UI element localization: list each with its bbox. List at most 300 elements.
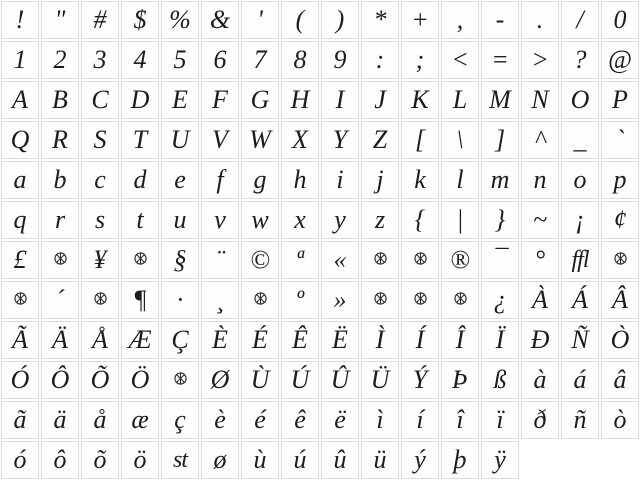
glyph-cell[interactable] [601,41,639,79]
glyph-char: F [212,85,228,114]
glyph-char: R [52,125,68,154]
glyph-cell[interactable] [81,121,119,159]
glyph-cell[interactable] [201,361,239,399]
glyph-cell[interactable] [601,1,639,39]
glyph-cell[interactable] [521,121,559,159]
glyph-char: Ö [130,365,150,394]
glyph-char: X [292,125,308,154]
glyph-cell[interactable] [521,361,559,399]
glyph-cell[interactable] [281,161,319,199]
glyph-cell[interactable] [401,401,439,439]
glyph-cell[interactable] [41,161,79,199]
glyph-char: @ [608,45,632,74]
glyph-cell[interactable] [1,241,39,279]
glyph-cell[interactable] [321,321,359,359]
glyph-cell[interactable] [241,161,279,199]
glyph-cell[interactable] [401,441,439,479]
glyph-cell[interactable] [281,281,319,319]
glyph-cell[interactable] [201,401,239,439]
glyph-char: I [335,85,345,114]
glyph-cell[interactable] [601,321,639,359]
glyph-char: æ [131,405,149,434]
glyph-cell[interactable] [161,1,199,39]
glyph-cell[interactable] [201,241,239,279]
glyph-cell[interactable] [281,1,319,39]
glyph-cell[interactable] [121,441,159,479]
glyph-cell[interactable] [441,121,479,159]
glyph-cell[interactable] [521,1,559,39]
glyph-cell[interactable] [121,361,159,399]
glyph-cell[interactable] [481,161,519,199]
glyph-cell[interactable] [561,41,599,79]
glyph-cell[interactable] [81,441,119,479]
glyph-cell[interactable] [81,161,119,199]
glyph-char: a [13,165,27,194]
glyph-cell[interactable] [521,241,559,279]
glyph-cell[interactable] [281,361,319,399]
glyph-char: ¯ [493,245,507,274]
glyph-char: . [536,5,544,34]
glyph-cell[interactable] [121,41,159,79]
glyph-char: é [254,405,266,434]
glyph-cell[interactable] [201,321,239,359]
glyph-char: Í [415,325,425,354]
glyph-char: è [214,405,226,434]
glyph-cell[interactable] [561,321,599,359]
glyph-cell[interactable] [601,281,639,319]
glyph-cell[interactable] [481,321,519,359]
glyph-cell[interactable] [361,361,399,399]
glyph-cell[interactable] [481,241,519,279]
glyph-cell[interactable] [81,361,119,399]
glyph-char: å [93,405,107,434]
glyph-char: 5 [173,45,187,74]
glyph-cell[interactable] [41,361,79,399]
glyph-cell[interactable] [321,1,359,39]
glyph-char: Î [455,325,465,354]
glyph-cell[interactable] [521,41,559,79]
glyph-char: Ú [290,365,310,394]
glyph-cell[interactable] [161,121,199,159]
glyph-char: Õ [90,365,110,394]
glyph-char: à [533,365,547,394]
glyph-cell[interactable] [401,201,439,239]
glyph-cell[interactable] [121,1,159,39]
glyph-cell[interactable] [521,281,559,319]
glyph-char: ó [13,445,27,474]
glyph-cell[interactable] [441,241,479,279]
glyph-cell[interactable] [441,361,479,399]
glyph-char: o [573,165,587,194]
glyph-cell[interactable] [601,361,639,399]
glyph-cell[interactable] [1,161,39,199]
glyph-cell[interactable] [441,281,479,319]
glyph-cell[interactable] [41,201,79,239]
notdef-glyph-icon [614,252,627,265]
glyph-cell[interactable] [321,241,359,279]
glyph-cell[interactable] [481,361,519,399]
glyph-cell[interactable] [41,441,79,479]
glyph-cell[interactable] [321,441,359,479]
glyph-char: s [94,205,106,234]
glyph-char: á [573,365,587,394]
glyph-char: z [374,205,386,234]
glyph-cell[interactable] [321,41,359,79]
glyph-cell[interactable] [1,1,39,39]
glyph-cell[interactable] [1,41,39,79]
glyph-char: 8 [293,45,307,74]
glyph-cell[interactable] [561,401,599,439]
glyph-cell[interactable] [81,241,119,279]
glyph-cell[interactable] [81,41,119,79]
notdef-glyph-icon [374,292,387,305]
glyph-char: ª [296,245,304,274]
notdef-glyph-icon [414,292,427,305]
glyph-cell[interactable] [361,201,399,239]
glyph-cell[interactable] [401,361,439,399]
notdef-glyph-icon [374,252,387,265]
glyph-cell[interactable] [241,201,279,239]
glyph-char: Ê [292,325,308,354]
glyph-cell[interactable] [321,161,359,199]
glyph-cell[interactable] [1,201,39,239]
glyph-char: Á [572,285,588,314]
glyph-cell[interactable] [1,121,39,159]
glyph-cell[interactable] [401,121,439,159]
glyph-cell[interactable] [401,161,439,199]
glyph-cell[interactable] [441,161,479,199]
glyph-cell[interactable] [521,201,559,239]
glyph-cell[interactable] [401,241,439,279]
glyph-cell[interactable] [321,81,359,119]
glyph-char: ð [533,405,547,434]
glyph-cell[interactable] [161,81,199,119]
notdef-glyph-icon [174,372,187,385]
glyph-cell[interactable] [281,81,319,119]
glyph-char: ´ [55,285,65,314]
glyph-char: Â [612,285,628,314]
glyph-cell[interactable] [201,281,239,319]
glyph-char: ë [334,405,346,434]
glyph-cell[interactable] [121,321,159,359]
glyph-cell[interactable] [401,281,439,319]
glyph-cell[interactable] [401,1,439,39]
glyph-cell[interactable] [361,161,399,199]
glyph-char: t [136,205,144,234]
glyph-cell[interactable] [401,321,439,359]
glyph-cell[interactable] [561,361,599,399]
glyph-cell[interactable] [601,121,639,159]
glyph-cell[interactable] [361,321,399,359]
glyph-char: ê [294,405,306,434]
glyph-cell[interactable] [1,281,39,319]
glyph-cell[interactable] [161,241,199,279]
glyph-char: q [13,205,27,234]
glyph-cell[interactable] [441,1,479,39]
glyph-cell[interactable] [241,1,279,39]
glyph-cell[interactable] [361,441,399,479]
glyph-char: È [212,325,228,354]
glyph-char: r [54,205,66,234]
glyph-cell[interactable] [441,201,479,239]
glyph-cell[interactable] [201,121,239,159]
glyph-char: Ä [52,325,68,354]
glyph-cell[interactable] [241,41,279,79]
glyph-char: § [173,245,187,274]
glyph-cell[interactable] [561,81,599,119]
glyph-char: 1 [13,45,27,74]
glyph-cell[interactable] [161,401,199,439]
glyph-cell[interactable] [41,241,79,279]
glyph-char: # [93,5,107,34]
glyph-cell[interactable] [601,161,639,199]
glyph-char: Z [372,125,388,154]
glyph-char: Ó [10,365,30,394]
glyph-char: ì [376,405,384,434]
glyph-char: ý [414,445,426,474]
glyph-cell[interactable] [1,81,39,119]
glyph-char: { [414,205,426,234]
glyph-cell[interactable] [241,241,279,279]
glyph-cell[interactable] [361,121,399,159]
glyph-cell[interactable] [121,201,159,239]
glyph-cell[interactable] [361,241,399,279]
glyph-char: < [451,45,469,74]
glyph-cell[interactable] [201,41,239,79]
glyph-cell[interactable] [81,281,119,319]
glyph-cell[interactable] [81,201,119,239]
glyph-char: ò [613,405,627,434]
glyph-char: G [250,85,270,114]
glyph-cell[interactable] [121,241,159,279]
glyph-char: g [253,165,267,194]
glyph-cell[interactable] [481,281,519,319]
glyph-char: ° [534,245,546,274]
glyph-char: C [91,85,109,114]
glyph-char: w [251,205,269,234]
glyph-char: ä [53,405,67,434]
glyph-char: 4 [133,45,147,74]
glyph-cell[interactable] [81,401,119,439]
glyph-cell[interactable] [41,281,79,319]
glyph-cell[interactable] [481,1,519,39]
glyph-char: þ [453,445,467,474]
glyph-cell[interactable] [241,401,279,439]
glyph-char: É [252,325,268,354]
glyph-char: % [169,5,191,34]
glyph-char: í [416,405,424,434]
glyph-cell[interactable] [161,321,199,359]
glyph-cell[interactable] [1,361,39,399]
glyph-char: Ë [332,325,348,354]
glyph-cell[interactable] [161,201,199,239]
glyph-char: ¸ [215,285,225,314]
glyph-char: U [170,125,190,154]
glyph-cell[interactable] [241,281,279,319]
glyph-cell[interactable] [561,1,599,39]
glyph-cell[interactable] [41,81,79,119]
glyph-cell[interactable] [281,321,319,359]
glyph-char: ® [450,245,470,274]
glyph-char: = [491,45,509,74]
glyph-char: H [290,85,310,114]
glyph-cell[interactable] [481,201,519,239]
glyph-cell[interactable] [561,241,599,279]
glyph-cell[interactable] [321,401,359,439]
glyph-cell[interactable] [81,321,119,359]
glyph-cell[interactable] [41,121,79,159]
glyph-cell[interactable] [561,121,599,159]
glyph-cell[interactable] [281,41,319,79]
glyph-cell[interactable] [201,161,239,199]
glyph-cell[interactable] [481,41,519,79]
glyph-char: c [94,165,106,194]
glyph-cell[interactable] [161,281,199,319]
glyph-char: : [375,45,385,74]
glyph-char: Û [330,365,350,394]
glyph-cell[interactable] [321,121,359,159]
glyph-char: 7 [253,45,267,74]
glyph-char: Å [92,325,108,354]
glyph-cell[interactable] [161,161,199,199]
glyph-cell[interactable] [481,81,519,119]
glyph-cell[interactable] [441,401,479,439]
glyph-cell[interactable] [281,201,319,239]
glyph-char: n [533,165,547,194]
glyph-cell[interactable] [361,281,399,319]
glyph-cell[interactable] [361,41,399,79]
glyph-char: | [456,205,464,234]
glyph-cell[interactable] [1,321,39,359]
glyph-cell[interactable] [441,41,479,79]
glyph-cell[interactable] [441,81,479,119]
glyph-cell[interactable] [561,161,599,199]
glyph-char: Ð [530,325,550,354]
glyph-cell[interactable] [521,401,559,439]
glyph-cell[interactable] [161,361,199,399]
glyph-cell[interactable] [601,81,639,119]
glyph-char: Ç [171,325,189,354]
glyph-char: - [495,5,505,34]
glyph-char: Ø [210,365,230,394]
glyph-cell[interactable] [41,321,79,359]
glyph-cell[interactable] [1,441,39,479]
glyph-cell[interactable] [361,401,399,439]
glyph-cell[interactable] [521,321,559,359]
glyph-char: Q [10,125,30,154]
glyph-cell[interactable] [161,441,199,479]
glyph-char: À [532,285,548,314]
glyph-cell[interactable] [321,281,359,319]
glyph-cell[interactable] [201,201,239,239]
glyph-cell[interactable] [121,161,159,199]
glyph-cell[interactable] [441,441,479,479]
glyph-cell[interactable] [521,161,559,199]
notdef-glyph-icon [414,252,427,265]
glyph-cell[interactable] [41,1,79,39]
glyph-cell[interactable] [521,81,559,119]
glyph-cell[interactable] [281,121,319,159]
glyph-char: K [411,85,429,114]
glyph-cell[interactable] [241,441,279,479]
glyph-cell[interactable] [561,201,599,239]
glyph-cell[interactable] [81,1,119,39]
glyph-cell[interactable] [41,41,79,79]
glyph-cell[interactable] [241,321,279,359]
glyph-char: ( [295,5,305,34]
glyph-cell[interactable] [561,281,599,319]
glyph-cell[interactable] [601,401,639,439]
glyph-cell[interactable] [321,201,359,239]
glyph-cell[interactable] [361,81,399,119]
glyph-char: k [414,165,426,194]
glyph-cell[interactable] [281,401,319,439]
glyph-char: û [333,445,347,474]
glyph-char: Ô [50,365,70,394]
glyph-char: / [576,5,584,34]
glyph-cell[interactable] [281,241,319,279]
glyph-cell[interactable] [161,41,199,79]
notdef-glyph-icon [454,292,467,305]
glyph-cell[interactable] [121,121,159,159]
glyph-cell[interactable] [481,121,519,159]
glyph-cell[interactable] [401,41,439,79]
glyph-char: [ [414,125,426,154]
glyph-char: + [411,5,429,34]
glyph-char: y [334,205,346,234]
glyph-char: ! [15,5,25,34]
glyph-cell[interactable] [601,241,639,279]
glyph-char: « [333,245,347,274]
glyph-cell[interactable] [361,1,399,39]
glyph-char: B [52,85,68,114]
glyph-char: f [216,165,224,194]
glyph-char: Ï [495,325,505,354]
glyph-cell[interactable] [401,81,439,119]
glyph-cell[interactable] [441,321,479,359]
glyph-char: ÿ [494,445,506,474]
glyph-cell[interactable] [201,441,239,479]
glyph-cell[interactable] [481,401,519,439]
glyph-cell[interactable] [121,401,159,439]
glyph-cell[interactable] [121,281,159,319]
glyph-char: Ü [370,365,390,394]
glyph-cell[interactable] [201,81,239,119]
glyph-cell[interactable] [201,1,239,39]
glyph-cell[interactable] [1,401,39,439]
glyph-cell[interactable] [281,441,319,479]
glyph-char: , [456,5,464,34]
notdef-glyph-icon [54,252,67,265]
glyph-char: ß [493,365,507,394]
glyph-cell[interactable] [241,81,279,119]
glyph-cell[interactable] [241,361,279,399]
glyph-cell[interactable] [481,441,519,479]
glyph-cell[interactable] [241,121,279,159]
glyph-cell[interactable] [81,81,119,119]
glyph-char: * [373,5,387,34]
glyph-char: 3 [93,45,107,74]
glyph-char: ç [174,405,186,434]
glyph-cell[interactable] [321,361,359,399]
glyph-cell[interactable] [41,401,79,439]
glyph-char: ^ [534,125,546,154]
glyph-char: \ [456,125,464,154]
glyph-char: > [531,45,549,74]
glyph-char: 9 [333,45,347,74]
glyph-cell[interactable] [121,81,159,119]
glyph-cell[interactable] [601,201,639,239]
